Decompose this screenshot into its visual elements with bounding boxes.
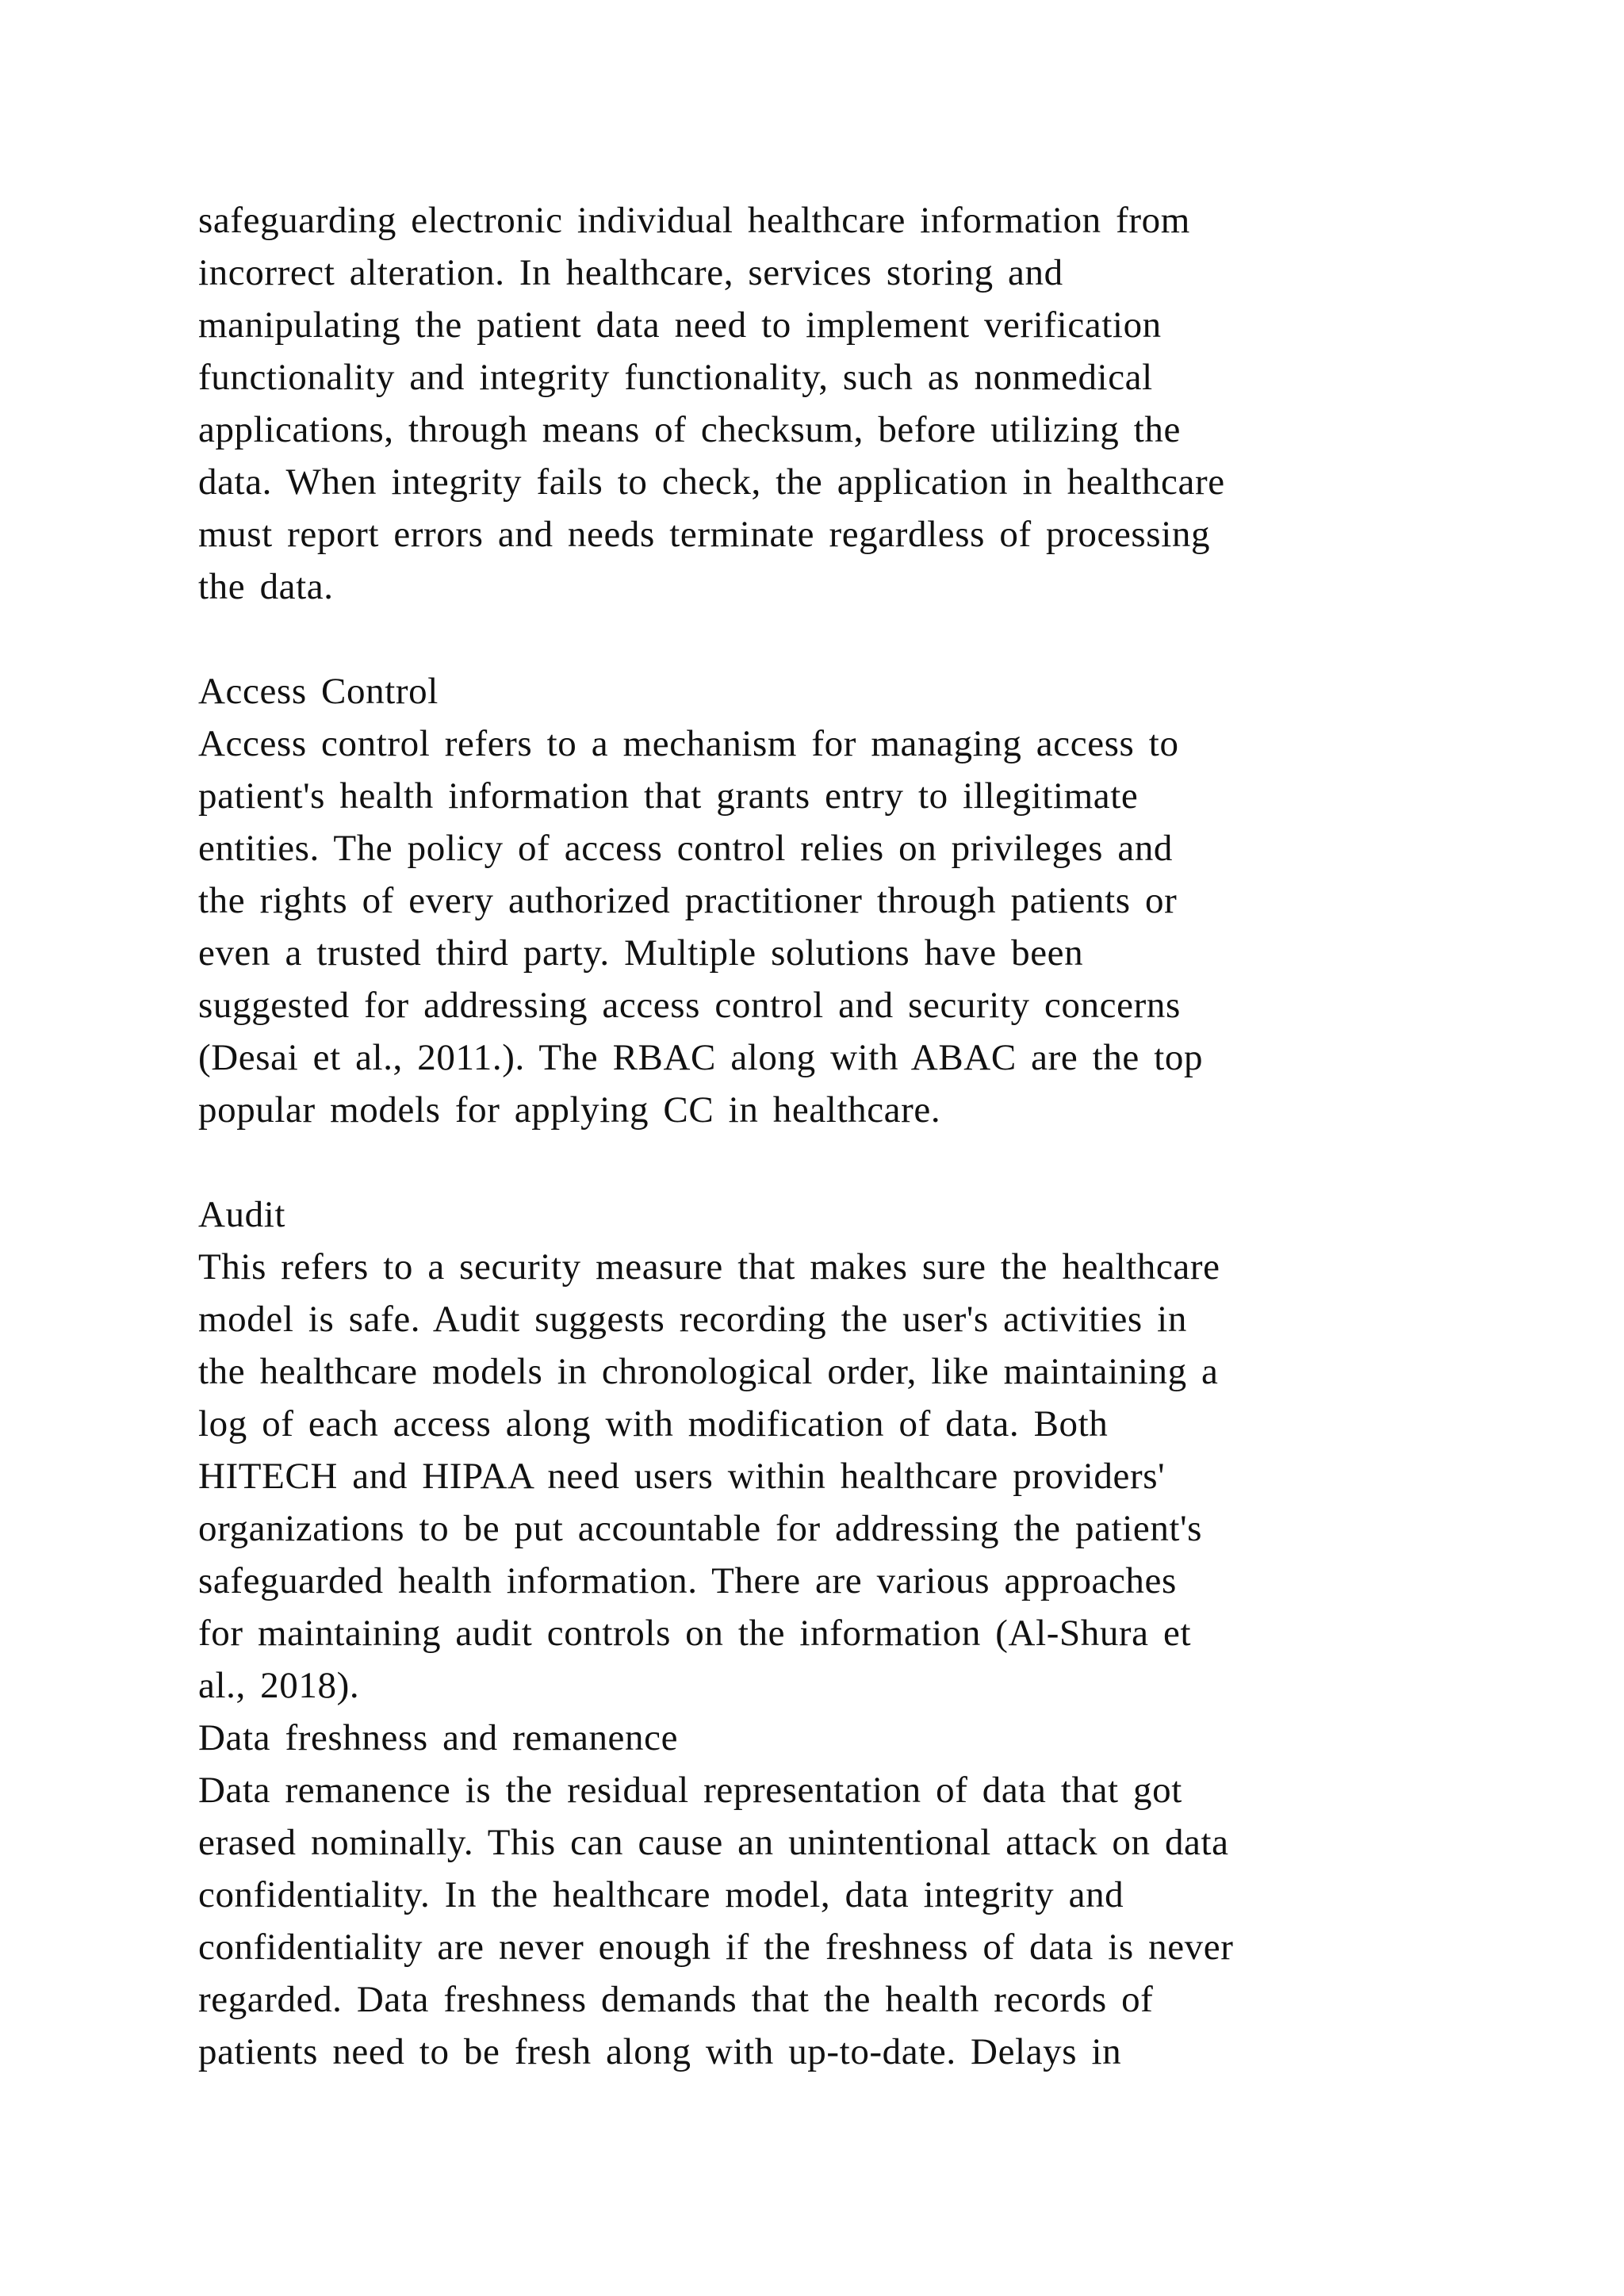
section-heading-data-freshness: Data freshness and remanence: [198, 1717, 679, 1758]
body-line: the data.: [198, 566, 334, 607]
body-line: applications, through means of checksum, before utilizing the: [198, 409, 1181, 450]
blank-line: [198, 613, 1499, 665]
body-line: regarded. Data freshness demands that the health records of: [198, 1979, 1154, 2020]
body-line: the healthcare models in chronological order, like maintaining a: [198, 1351, 1219, 1392]
body-line: the rights of every authorized practitioner through patients or: [198, 880, 1178, 921]
section-heading-audit: Audit: [198, 1194, 286, 1235]
body-line: patient's health information that grants entry to illegitimate: [198, 775, 1139, 817]
body-line: even a trusted third party. Multiple solutions have been: [198, 932, 1084, 974]
body-line: model is safe. Audit suggests recording the user's activities in: [198, 1299, 1187, 1340]
blank-line: [198, 1136, 1499, 1188]
section-heading-access-control: Access Control: [198, 671, 439, 712]
body-line: Data remanence is the residual representation of data that got: [198, 1770, 1182, 1811]
body-line: HITECH and HIPAA need users within healthcare providers': [198, 1456, 1166, 1497]
body-line: entities. The policy of access control relies on privileges and: [198, 828, 1174, 869]
body-line: This refers to a security measure that makes sure the healthcare: [198, 1246, 1220, 1288]
body-line: functionality and integrity functionality, such as nonmedical: [198, 357, 1153, 398]
body-line: erased nominally. This can cause an unintentional attack on data: [198, 1822, 1229, 1863]
body-line: organizations to be put accountable for addressing the patient's: [198, 1508, 1203, 1549]
document-body: [198, 194, 1499, 2078]
body-line: (Desai et al., 2011.). The RBAC along with ABAC are the top: [198, 1037, 1204, 1078]
body-line: data. When integrity fails to check, the application in healthcare: [198, 461, 1225, 503]
body-line: manipulating the patient data need to implement verification: [198, 304, 1162, 346]
body-line: patients need to be fresh along with up-to-date. Delays in: [198, 2031, 1122, 2072]
body-line: for maintaining audit controls on the information (Al-Shura et: [198, 1613, 1192, 1654]
body-line: al., 2018).: [198, 1665, 360, 1706]
body-line: safeguarded health information. There are various approaches: [198, 1560, 1177, 1601]
body-line: safeguarding electronic individual healthcare information from: [198, 200, 1190, 241]
body-line: must report errors and needs terminate regardless of processing: [198, 514, 1211, 555]
body-line: confidentiality are never enough if the freshness of data is never: [198, 1927, 1234, 1968]
body-line: Access control refers to a mechanism for managing access to: [198, 723, 1179, 764]
body-line: confidentiality. In the healthcare model, data integrity and: [198, 1874, 1124, 1915]
body-line: log of each access along with modification of data. Both: [198, 1403, 1109, 1445]
body-line: suggested for addressing access control and security concerns: [198, 985, 1181, 1026]
body-line: popular models for applying CC in healthcare.: [198, 1089, 941, 1131]
body-line: incorrect alteration. In healthcare, services storing and: [198, 252, 1063, 293]
